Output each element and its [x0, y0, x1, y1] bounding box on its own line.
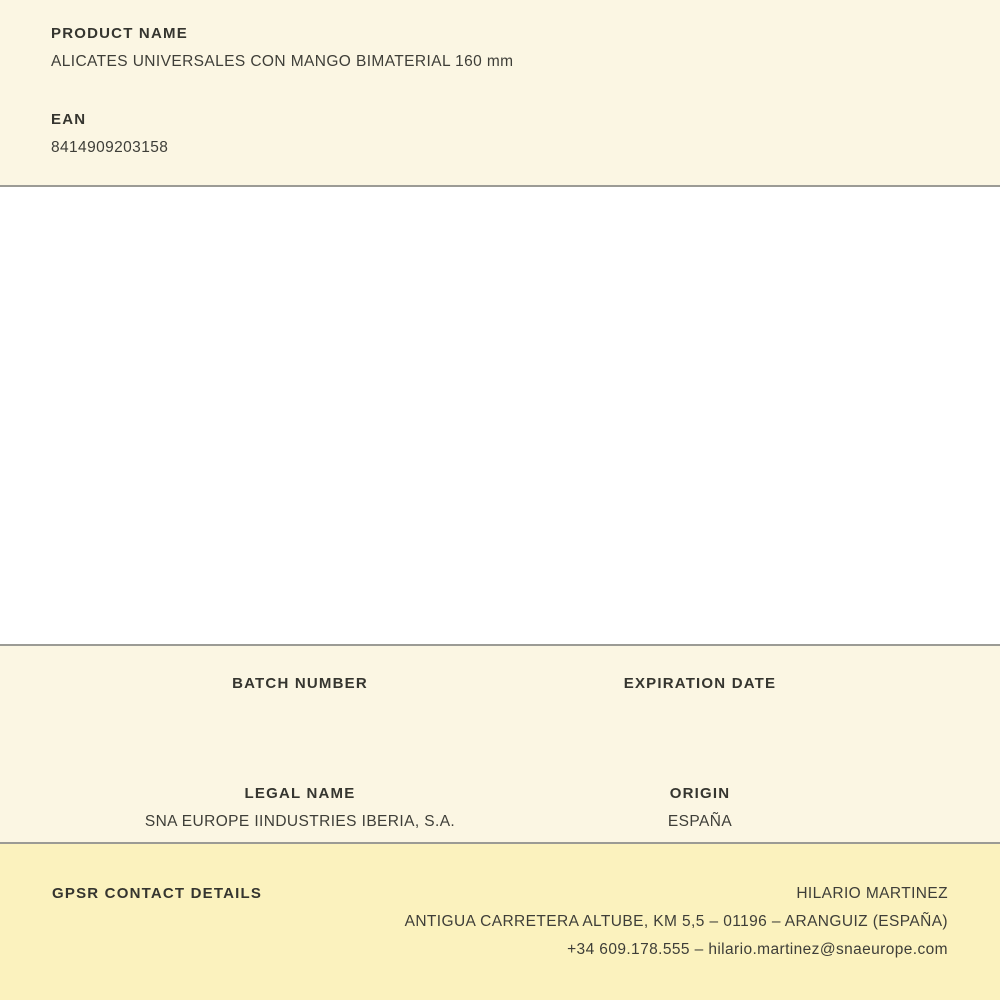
- legal-name-value: SNA EUROPE IINDUSTRIES IBERIA, S.A.: [144, 813, 456, 830]
- gpsr-contact-label: GPSR CONTACT DETAILS: [52, 885, 263, 902]
- details-row-batch-expiration: [100, 674, 900, 722]
- contact-phone-email: +34 609.178.555 – hilario.martinez@snaeurope.com: [567, 941, 948, 958]
- product-section: [0, 0, 1000, 187]
- legal-name-field: [100, 784, 500, 832]
- contact-address: ANTIGUA CARRETERA ALTUBE, KM 5,5 – 01196 – ARANGUIZ (ESPAÑA): [404, 913, 948, 930]
- origin-value: ESPAÑA: [667, 813, 733, 830]
- details-section: [0, 646, 1000, 844]
- batch-number-value: [100, 702, 500, 722]
- ean-label: EAN: [51, 111, 87, 128]
- product-name-value: ALICATES UNIVERSALES CON MANGO BIMATERIAL 160 mm: [51, 53, 514, 70]
- product-image-area: [0, 187, 1000, 646]
- gpsr-contact-section: [0, 844, 1000, 1000]
- origin-label: ORIGIN: [669, 785, 731, 802]
- batch-number-label: BATCH NUMBER: [232, 675, 368, 692]
- details-row-legal-origin: [100, 784, 900, 832]
- expiration-date-label: EXPIRATION DATE: [623, 675, 777, 692]
- origin-field: [500, 784, 900, 832]
- ean-field: [51, 110, 949, 158]
- product-name-label: PRODUCT NAME: [51, 25, 188, 42]
- expiration-date-value: [500, 702, 900, 722]
- gpsr-contact-lines: [405, 880, 948, 964]
- product-name-field: [51, 24, 949, 72]
- batch-number-field: [100, 674, 500, 722]
- ean-value: 8414909203158: [51, 139, 169, 156]
- contact-name: HILARIO MARTINEZ: [796, 885, 948, 902]
- expiration-date-field: [500, 674, 900, 722]
- legal-name-label: LEGAL NAME: [244, 785, 356, 802]
